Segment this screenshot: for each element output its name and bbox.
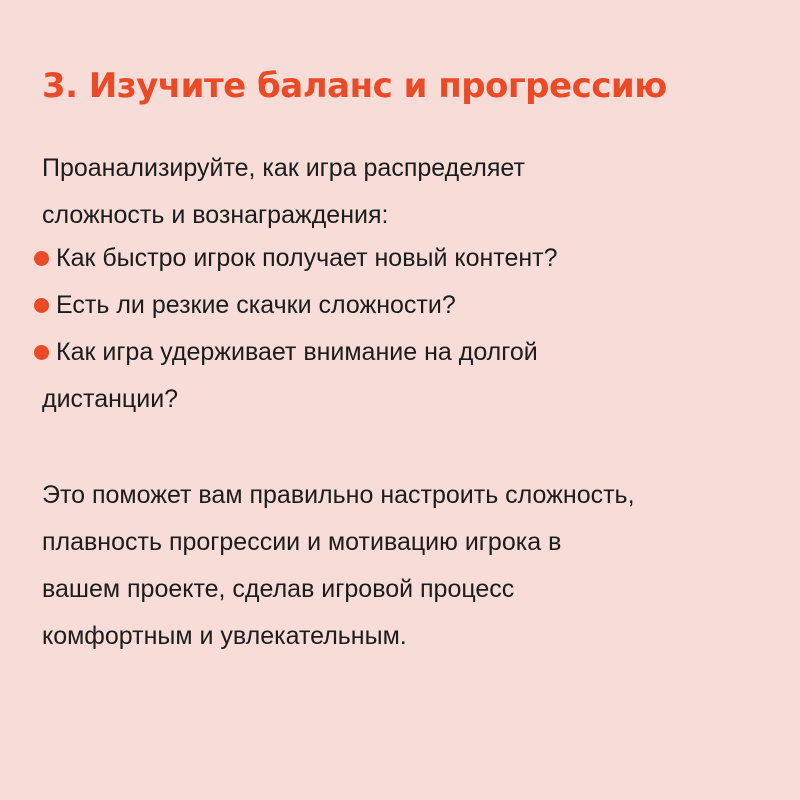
- bullet-text: Есть ли резкие скачки сложности?: [56, 291, 456, 319]
- bullet-dot-icon: [34, 251, 49, 266]
- intro-line-2: сложность и вознаграждения:: [42, 201, 389, 229]
- bullet-dot-icon: [34, 345, 49, 360]
- bullet-list: [34, 235, 774, 423]
- bullet-text: Как быстро игрок получает новый контент?: [56, 244, 558, 272]
- list-item: [34, 329, 774, 423]
- list-item: [34, 235, 774, 282]
- intro-paragraph: [42, 145, 762, 239]
- bullet-dot-icon: [34, 298, 49, 313]
- outro-line-1: Это поможет вам правильно настроить сложность,: [42, 481, 635, 509]
- outro-line-3: вашем проекте, сделав игровой процесс: [42, 575, 515, 603]
- list-item: [34, 282, 774, 329]
- intro-line-1: Проанализируйте, как игра распределяет: [42, 154, 525, 182]
- outro-line-2: плавность прогрессии и мотивацию игрока в: [42, 528, 562, 556]
- outro-line-4: комфортным и увлекательным.: [42, 622, 407, 650]
- slide-title: 3. Изучите баланс и прогрессию: [42, 66, 667, 106]
- bullet-text-continuation: дистанции?: [42, 385, 179, 413]
- bullet-text: Как игра удерживает внимание на долгой: [56, 338, 538, 366]
- outro-paragraph: [42, 472, 762, 660]
